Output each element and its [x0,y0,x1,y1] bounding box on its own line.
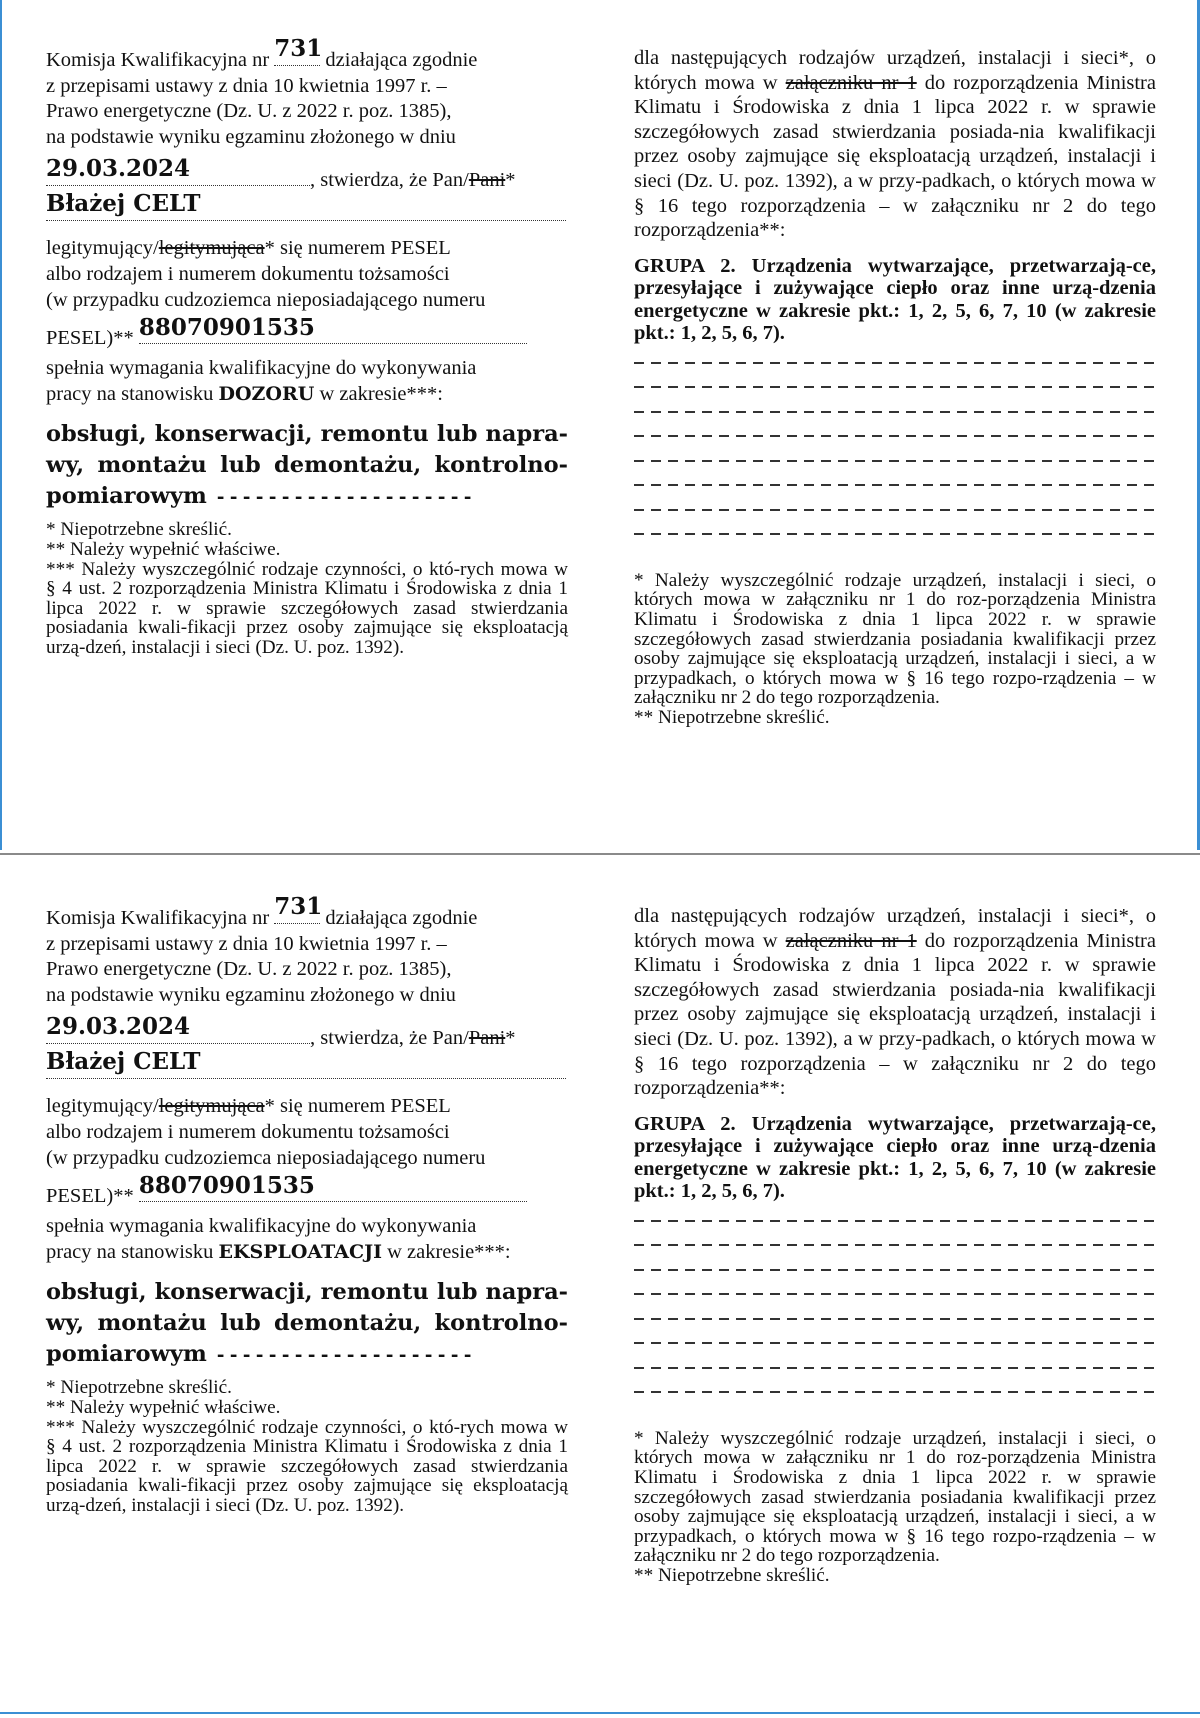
right-column [634,46,1156,728]
position-name: EKSPLOATACJI [218,1240,382,1263]
exam-date-field: 29.03.2024 [46,1023,310,1044]
blank-dashed-lines [634,1209,1156,1405]
devices-intro: dla następujących rodzajów urządzeń, instalacji i sieci*, o których mowa w załączniku nr 1 do rozporządzenia Ministra Klimatu i Środowiska z dnia 1 lipca 2022 r. w sprawie szczegółowych zasad stwierdzania posiada-nia kwalifikacji przez osoby zajmujące się eksploatacją urządzeń, instalacji i sieci (Dz. U. poz. 1392), a w przy-padkach, o których mowa w § 16 tego rozporządzenia – w załączniku nr 2 do tego rozporządzenia**: [634,47,1156,242]
dashed-line [634,522,1156,547]
law-line: na podstawie wyniku egzaminu złożonego w dniu [46,126,456,149]
identity-paragraph: legitymujący/legitymująca* się numerem PESEL albo rodzajem i numerem dokumentu tożsamości (w przypadku cudzoziemca nieposiadającego numeru [46,1095,486,1169]
law-line: Prawo energetyczne (Dz. U. z 2022 r. poz. 1385), [46,958,452,981]
left-column [46,35,568,658]
commission-paragraph [46,35,568,151]
law-line: z przepisami ustawy z dnia 10 kwietnia 1997 r. – [46,74,447,97]
commission-line: Komisja Kwalifikacyjna nr 731 działająca zgodnie [46,35,478,71]
dashed-line [634,1331,1156,1356]
scope-of-work: obsługi, konserwacji, remontu lub napra-wy, montażu lub demontażu, kontrolno-pomiarowym -------------------- [46,421,568,511]
dashed-line [634,351,1156,376]
dashed-line [634,449,1156,474]
law-line: Prawo energetyczne (Dz. U. z 2022 r. poz. 1385), [46,100,452,123]
dashed-line [634,400,1156,425]
exam-date-row: 29.03.2024 , stwierdza, że Pan/Pani* [46,155,516,191]
full-name-field: Błażej CELT [46,1058,566,1079]
dashed-line [634,1356,1156,1381]
law-line: z przepisami ustawy z dnia 10 kwietnia 1997 r. – [46,932,447,955]
dashed-line [634,1209,1156,1234]
dashed-line [634,1282,1156,1307]
pesel-field: 88070901535 [139,1181,527,1202]
dashed-line [634,424,1156,449]
scan-edge-bottom [0,1712,1200,1714]
pesel-row: PESEL)** 88070901535 [46,1181,568,1210]
group-description: GRUPA 2. Urządzenia wytwarzające, przetwarzają-ce, przesyłające i zużywające ciepło oraz inne urzą-dzenia energetyczne w zakresie pkt.: 1, 2, 5, 6, 7, 10 (w zakresie pkt.: 1, 2, 5, 6, 7). [634,1112,1156,1203]
sheet-separator [0,853,1200,855]
dashed-line [634,498,1156,523]
commission-number-field: 731 [274,45,320,66]
identity-paragraph: legitymujący/legitymująca* się numerem PESEL albo rodzajem i numerem dokumentu tożsamości (w przypadku cudzoziemca nieposiadającego numeru [46,237,486,311]
dashed-line [634,473,1156,498]
right-footnotes: * Należy wyszczególnić rodzaje urządzeń, instalacji i sieci, o których mowa w załączniku nr 1 do roz-porządzenia Ministra Klimatu i Środowiska z dnia 1 lipca 2022 r. w sprawie szczegółowych zasad stwierdzania posiadania kwalifikacji przez osoby zajmujące się eksploatacją urządzeń, instalacji i sieci, a w przypadkach, o których mowa w § 16 tego rozpo-rządzenia – w załączniku nr 2 do tego rozporządzenia. ** Niepotrzebne skreślić. [634,1427,1156,1586]
right-footnotes: * Należy wyszczególnić rodzaje urządzeń, instalacji i sieci, o których mowa w załączniku nr 1 do roz-porządzenia Ministra Klimatu i Środowiska z dnia 1 lipca 2022 r. w sprawie szczegółowych zasad stwierdzania posiadania kwalifikacji przez osoby zajmujące się eksploatacją urządzeń, instalacji i sieci, a w przypadkach, o których mowa w § 16 tego rozpo-rządzenia – w załączniku nr 2 do tego rozporządzenia. ** Niepotrzebne skreślić. [634,569,1156,728]
pesel-field: 88070901535 [139,323,527,344]
commission-paragraph [46,893,568,1009]
footnotes: * Niepotrzebne skreślić. ** Należy wypełnić właściwe. *** Należy wyszczególnić rodzaje czynności, o któ-rych mowa w § 4 ust. 2 rozporządzenia Ministra Klimatu i Środowiska z dnia 1 lipca 2022 r. w sprawie szczegółowych zasad stwierdzania posiadania kwali-fikacji przez osoby zajmujące się eksploatacją urzą-dzeń, instalacji i sieci (Dz. U. poz. 1392). [46,1377,568,1516]
law-line: na podstawie wyniku egzaminu złożonego w dniu [46,984,456,1007]
dashed-line [634,375,1156,400]
certificate-sheet-dozor [0,0,1200,845]
name-row [46,1047,568,1087]
dashed-line [634,1307,1156,1332]
dashed-line [634,1380,1156,1405]
requirements-paragraph: spełnia wymagania kwalifikacyjne do wykonywania pracy na stanowisku EKSPLOATACJI w zakresie***: [46,1215,511,1263]
pesel-row: PESEL)** 88070901535 [46,323,568,352]
dashed-line [634,1258,1156,1283]
commission-line: Komisja Kwalifikacyjna nr 731 działająca zgodnie [46,893,478,929]
full-name-field: Błażej CELT [46,200,566,221]
group-description: GRUPA 2. Urządzenia wytwarzające, przetwarzają-ce, przesyłające i zużywające ciepło oraz inne urzą-dzenia energetyczne w zakresie pkt.: 1, 2, 5, 6, 7, 10 (w zakresie pkt.: 1, 2, 5, 6, 7). [634,254,1156,345]
exam-date-row: 29.03.2024 , stwierdza, że Pan/Pani* [46,1013,516,1049]
requirements-paragraph: spełnia wymagania kwalifikacyjne do wykonywania pracy na stanowisku DOZORU w zakresie***: [46,357,477,405]
scope-of-work: obsługi, konserwacji, remontu lub napra-wy, montażu lub demontażu, kontrolno-pomiarowym -------------------- [46,1279,568,1369]
blank-dashed-lines [634,351,1156,547]
exam-date-field: 29.03.2024 [46,165,310,186]
certificate-sheet-eksploatacja [0,858,1200,1703]
right-column [634,904,1156,1586]
name-row [46,189,568,229]
position-name: DOZORU [218,382,315,405]
commission-number-field: 731 [274,903,320,924]
left-column [46,893,568,1516]
footnotes: * Niepotrzebne skreślić. ** Należy wypełnić właściwe. *** Należy wyszczególnić rodzaje czynności, o któ-rych mowa w § 4 ust. 2 rozporządzenia Ministra Klimatu i Środowiska z dnia 1 lipca 2022 r. w sprawie szczegółowych zasad stwierdzania posiadania kwali-fikacji przez osoby zajmujące się eksploatacją urzą-dzeń, instalacji i sieci (Dz. U. poz. 1392). [46,519,568,658]
devices-intro: dla następujących rodzajów urządzeń, instalacji i sieci*, o których mowa w załączniku nr 1 do rozporządzenia Ministra Klimatu i Środowiska z dnia 1 lipca 2022 r. w sprawie szczegółowych zasad stwierdzania posiada-nia kwalifikacji przez osoby zajmujące się eksploatacją urządzeń, instalacji i sieci (Dz. U. poz. 1392), a w przy-padkach, o których mowa w § 16 tego rozporządzenia – w załączniku nr 2 do tego rozporządzenia**: [634,905,1156,1100]
dashed-line [634,1233,1156,1258]
